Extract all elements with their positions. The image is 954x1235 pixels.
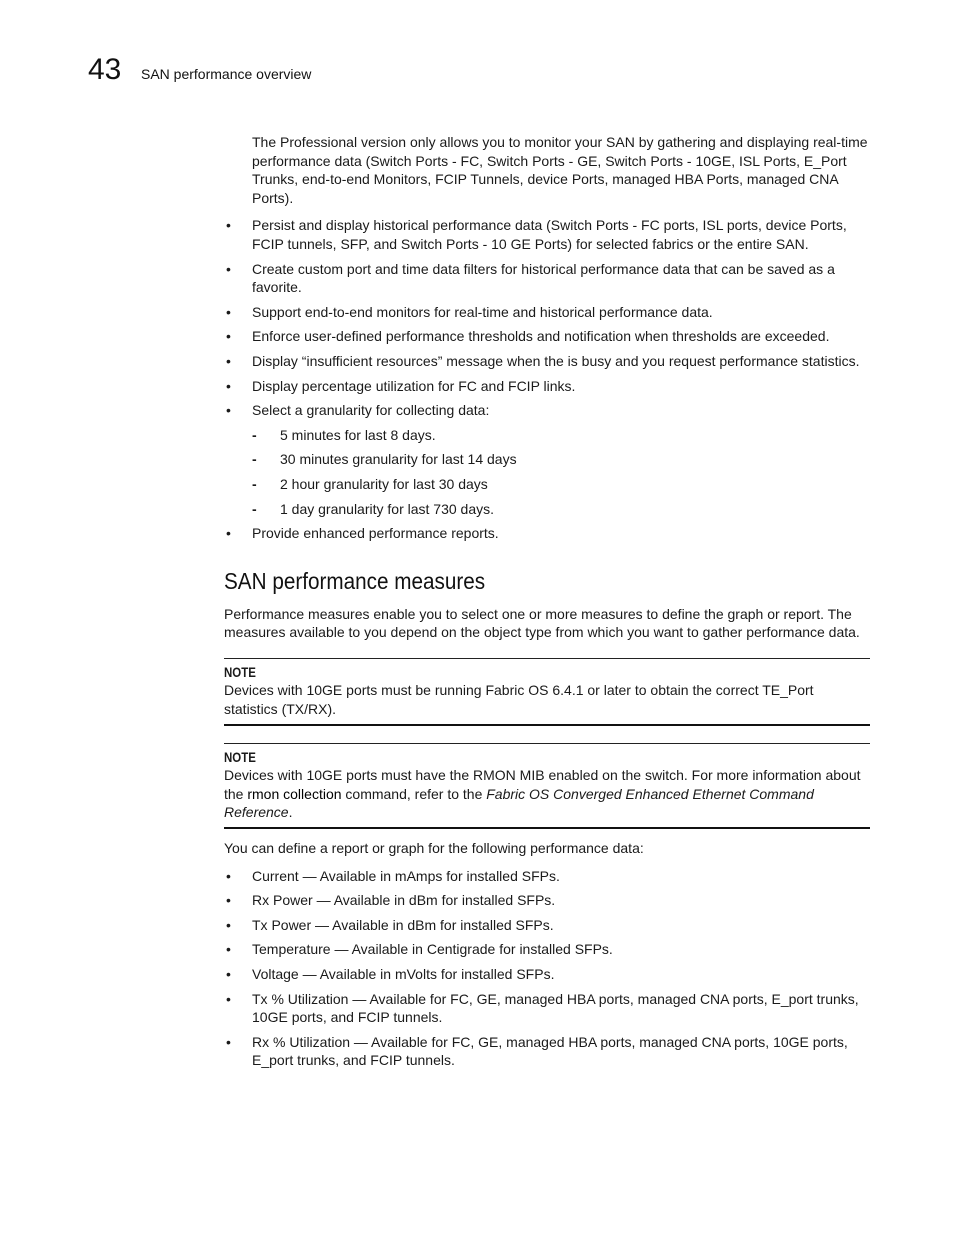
note-text [224,766,870,822]
reference-title: Fabric OS Converged Enhanced Ethernet Command Reference [224,785,814,821]
list-item: - 5 minutes for last 8 days. [224,426,874,445]
list-item: • Temperature — Available in Centigrade for installed SFPs. [224,940,874,959]
list-item: • Create custom port and time data filters for historical performance data that can be saved as a favorite. [224,260,874,297]
list-item: • Enforce user-defined performance thresholds and notification when thresholds are exceeded. [224,327,874,346]
note-label: NOTE [224,748,256,765]
list-item: • Rx % Utilization — Available for FC, GE, managed HBA ports, managed CNA ports, 10GE ports, E_port trunks, and FCIP tunnels. [224,1033,874,1070]
note-label: NOTE [224,663,256,680]
running-header-title: SAN performance overview [141,66,312,82]
measures-intro: You can define a report or graph for the following performance data: [224,840,644,857]
list-item: • Provide enhanced performance reports. [224,524,874,543]
list-item: • Persist and display historical performance data (Switch Ports - FC ports, ISL ports, device Ports, FCIP tunnels, SFP, and Switch Ports - 10 GE Ports) for selected fabrics or the entire SAN. [224,216,874,253]
feature-list [224,216,874,419]
note-text-before: Devices with 10GE ports must have the RMON MIB enabled on the switch. For more information about the [224,767,861,802]
list-item: • Display percentage utilization for FC and FCIP links. [224,377,874,396]
list-item: - 30 minutes granularity for last 14 days [224,450,874,469]
chapter-number: 43 [88,53,122,86]
note-box-2 [224,743,870,829]
note-text-after: . [288,804,293,821]
feature-list-end [224,524,874,543]
list-item: • Tx % Utilization — Available for FC, GE, managed HBA ports, managed CNA ports, E_port trunks, 10GE ports, and FCIP tunnels. [224,990,874,1027]
section-paragraph: Performance measures enable you to select one or more measures to define the graph or report. The measures available to you depend on the object type from which you want to gather performance data. [224,605,860,641]
list-item: • Support end-to-end monitors for real-time and historical performance data. [224,303,874,322]
note-text: Devices with 10GE ports must be running Fabric OS 6.4.1 or later to obtain the correct TE_Port statistics (TX/RX). [224,682,814,718]
list-item: - 2 hour granularity for last 30 days [224,475,874,494]
list-item: • Current — Available in mAmps for installed SFPs. [224,867,874,886]
note-box-1 [224,658,870,726]
section-heading: SAN performance measures [224,567,486,594]
granularity-list [224,426,874,518]
command-name: rmon collection [247,785,342,802]
list-item: • Select a granularity for collecting data: [224,401,874,420]
list-item: • Voltage — Available in mVolts for installed SFPs. [224,965,874,984]
list-item: - 1 day granularity for last 730 days. [224,500,874,519]
list-item: • Tx Power — Available in dBm for installed SFPs. [224,916,874,935]
measures-list [224,867,874,1070]
note-text-middle: command, refer to the [341,785,487,802]
intro-paragraph: The Professional version only allows you to monitor your SAN by gathering and displaying real-time performance data (Switch Ports - FC, Switch Ports - GE, Switch Ports - 10GE, ISL Ports, E_Port Trunks, end-to-end Monitors, FCIP Tunnels, device Ports, managed HBA Ports, managed CNA Ports). [252,134,868,206]
list-item: • Rx Power — Available in dBm for installed SFPs. [224,891,874,910]
list-item: • Display “insufficient resources” message when the is busy and you request performance statistics. [224,352,874,371]
page-content [224,133,874,1070]
